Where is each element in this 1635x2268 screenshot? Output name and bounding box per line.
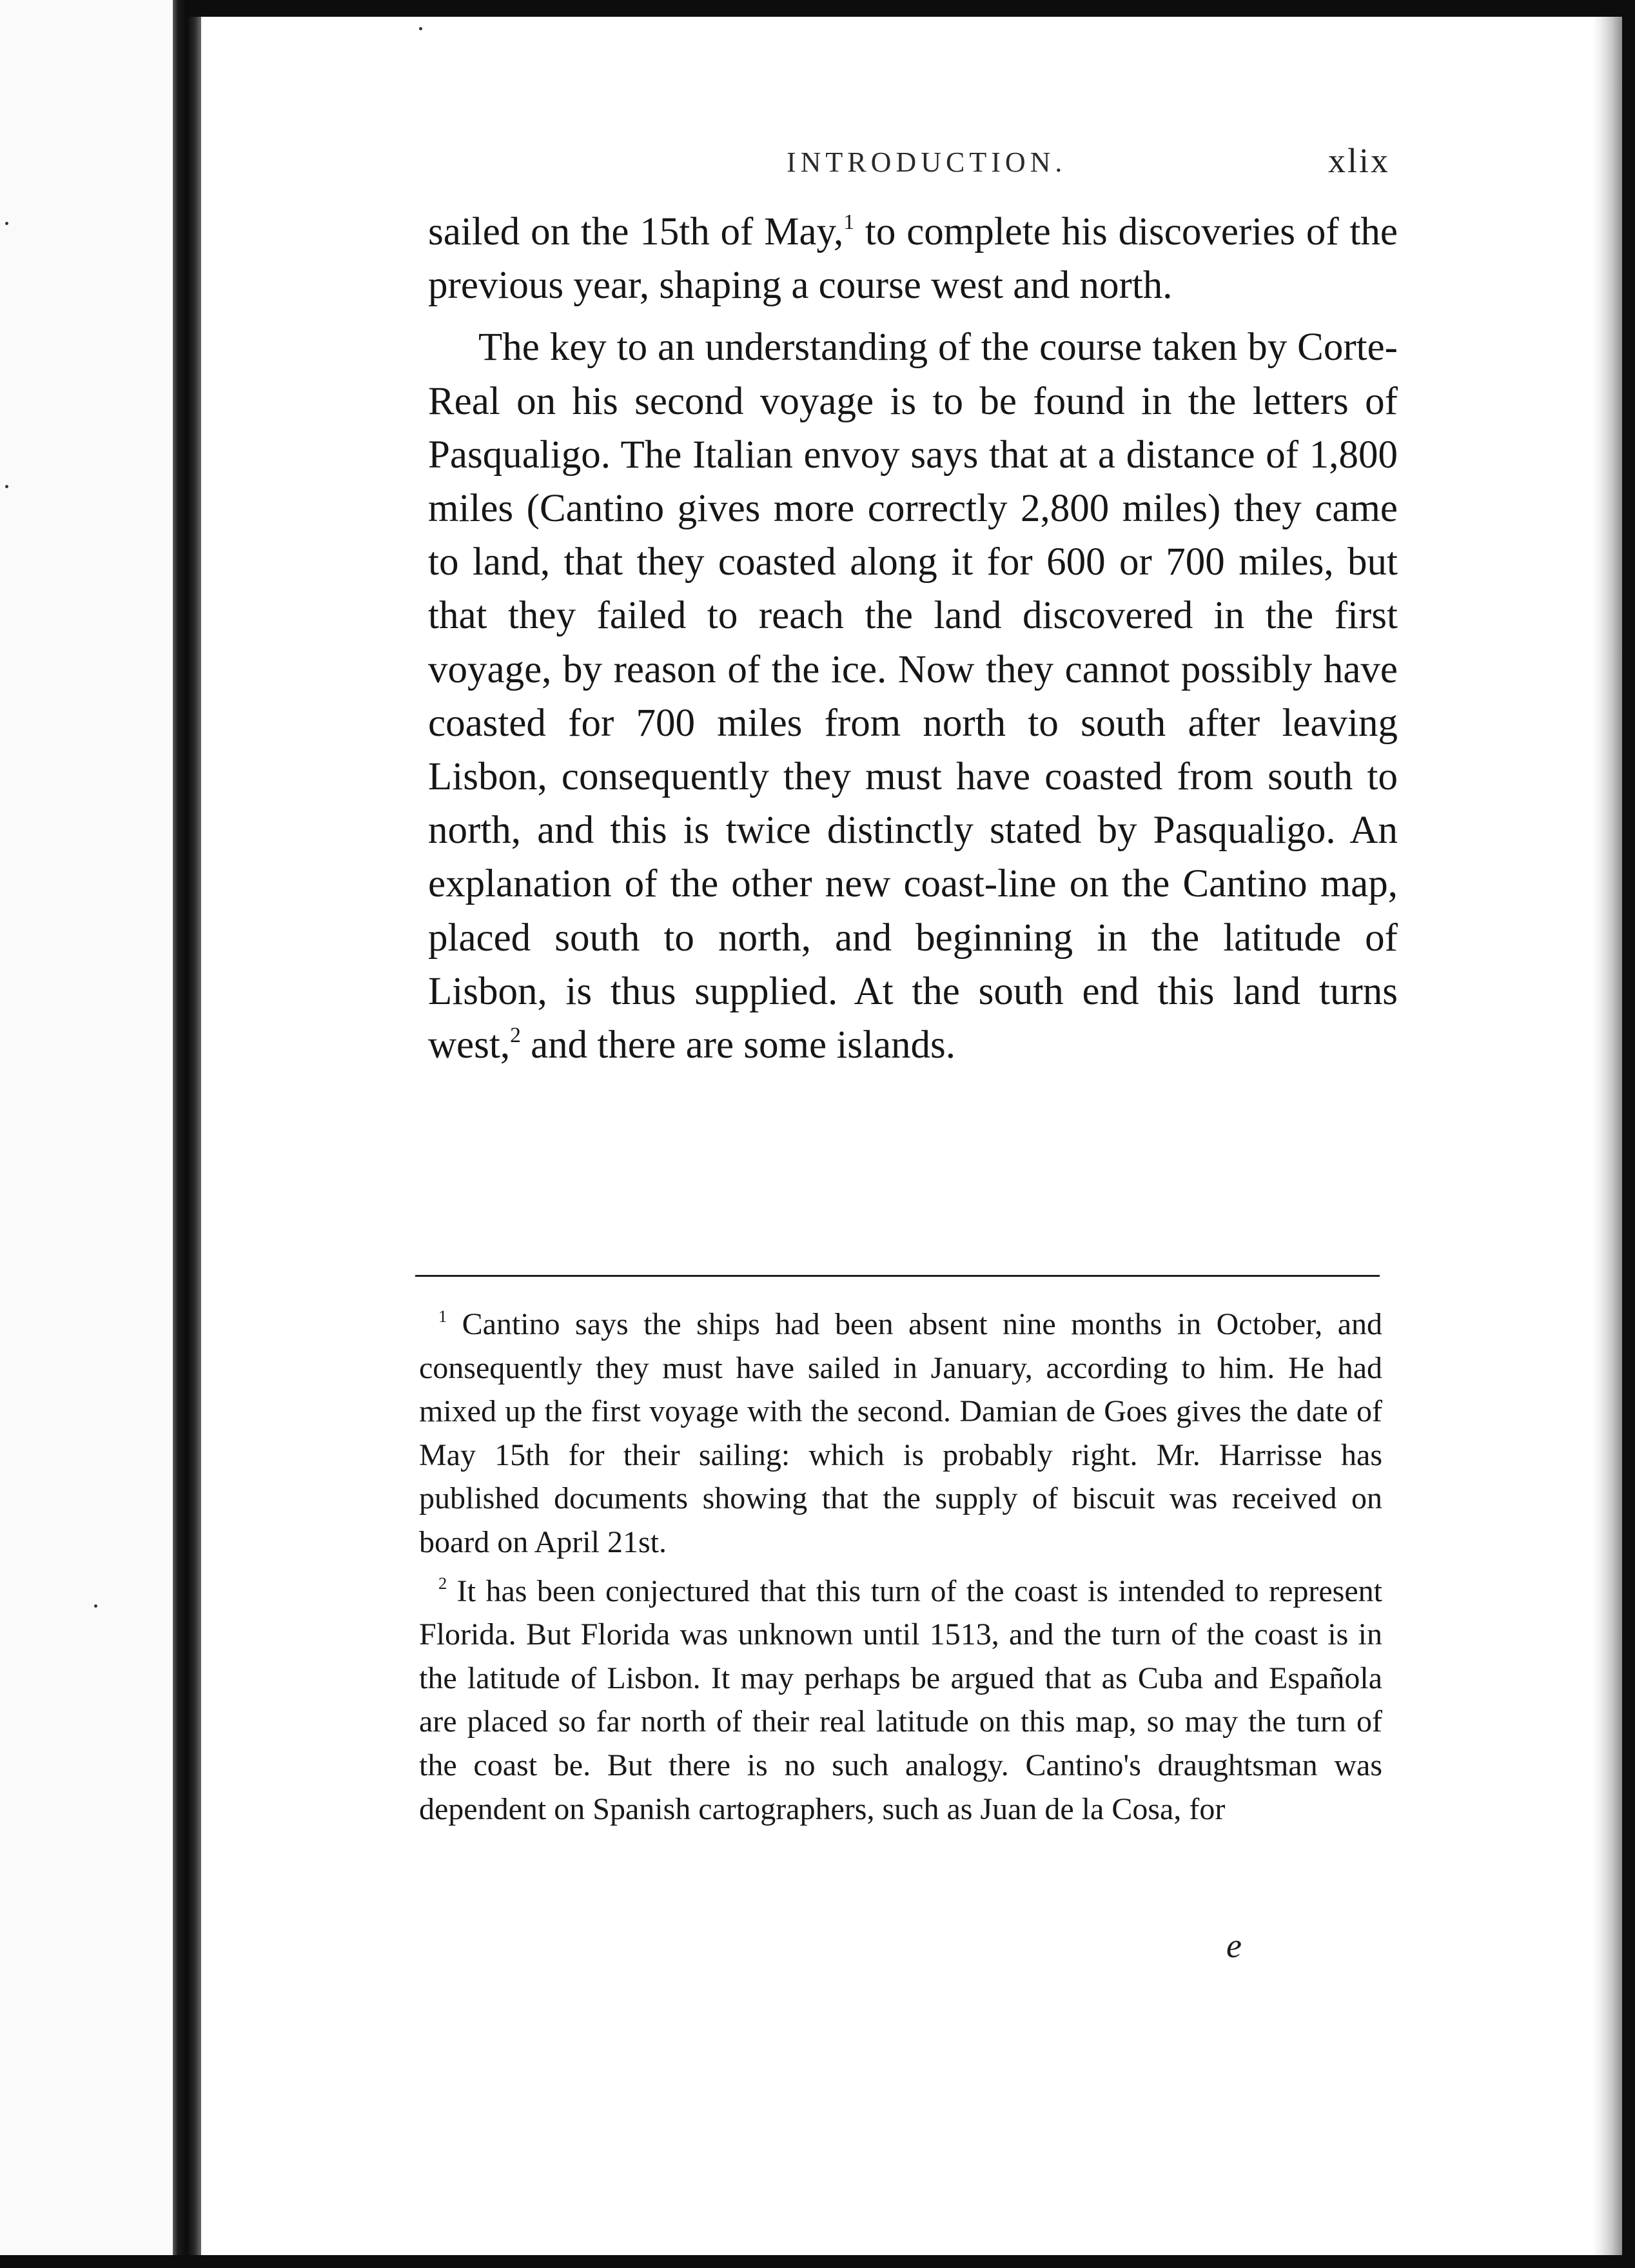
page-edge-shadow — [1592, 17, 1622, 2255]
footnote — [419, 1570, 1382, 1831]
scan-border-right — [1622, 0, 1635, 2268]
footnote-rule — [415, 1275, 1380, 1277]
ink-speck — [419, 27, 422, 30]
paragraph-text: and there are some islands. — [520, 1023, 956, 1067]
ink-speck — [5, 222, 8, 225]
scan-border-bottom — [0, 2255, 1635, 2268]
ink-speck — [5, 485, 8, 488]
footnote-reference: 2 — [510, 1023, 521, 1047]
main-text — [428, 205, 1398, 1072]
footnote-marker: 1 — [438, 1307, 447, 1326]
running-head: INTRODUCTION. — [787, 146, 1067, 178]
paragraph — [428, 205, 1398, 312]
footnotes — [419, 1303, 1382, 1831]
footnote-text: Cantino says the ships had been absent nine months in October, and consequently they must have sailed in January, according to him. He had mixed up the first voyage with the second. Damian de Goes gives the date of May 15th for their sailing: which is probably right. Mr. Harrisse has published documents showing that the supply of biscuit was received on board on April 21st. — [419, 1307, 1382, 1559]
scan-border-top — [187, 0, 1635, 17]
footnote — [419, 1303, 1382, 1564]
signature-mark: e — [1226, 1926, 1242, 1965]
paragraph — [428, 320, 1398, 1072]
paragraph-text: sailed on the 15th of May, — [428, 210, 844, 253]
footnote-marker: 2 — [438, 1573, 447, 1593]
page-number: xlix — [1328, 141, 1391, 180]
footnote-text: It has been conjectured that this turn of the coast is intended to represent Florida. But Florida was unknown until 1513, and the turn of the coast is in the latitude of Lisbon. It may perhaps be argued that as Cuba and Española are placed so far north of their real latitude on this map, so may the turn of the coast be. But there is no such analogy. Cantino's draughtsman was dependent on Spanish cartographers, such as Juan de la Cosa, for — [419, 1573, 1382, 1826]
ink-speck — [94, 1604, 97, 1608]
paragraph-text: to complete his discoveries of the previous year, shaping a course west and north. — [428, 210, 1398, 308]
footnote-reference: 1 — [843, 210, 855, 234]
facing-page-margin — [0, 0, 173, 2255]
book-gutter — [173, 0, 201, 2255]
paragraph-text: The key to an understanding of the course taken by Corte-Real on his second voyage is to be found in the letters of Pasqualigo. The Italian envoy says that at a distance of 1,800 miles (Cantino gives more correctly 2,800 miles) they came to land, that they coasted along it for 600 or 700 miles, but that they failed to reach the land discovered in the first voyage, by reason of the ice. Now they cannot possibly have coasted for 700 miles from north to south after leaving Lisbon, consequently they must have coasted from south to north, and this is twice distinctly stated by Pasqualigo. An explanation of the other new coast-line on the Cantino map, placed south to north, and beginning in the latitude of Lisbon, is thus supplied. At the south end this land turns west, — [428, 326, 1398, 1067]
